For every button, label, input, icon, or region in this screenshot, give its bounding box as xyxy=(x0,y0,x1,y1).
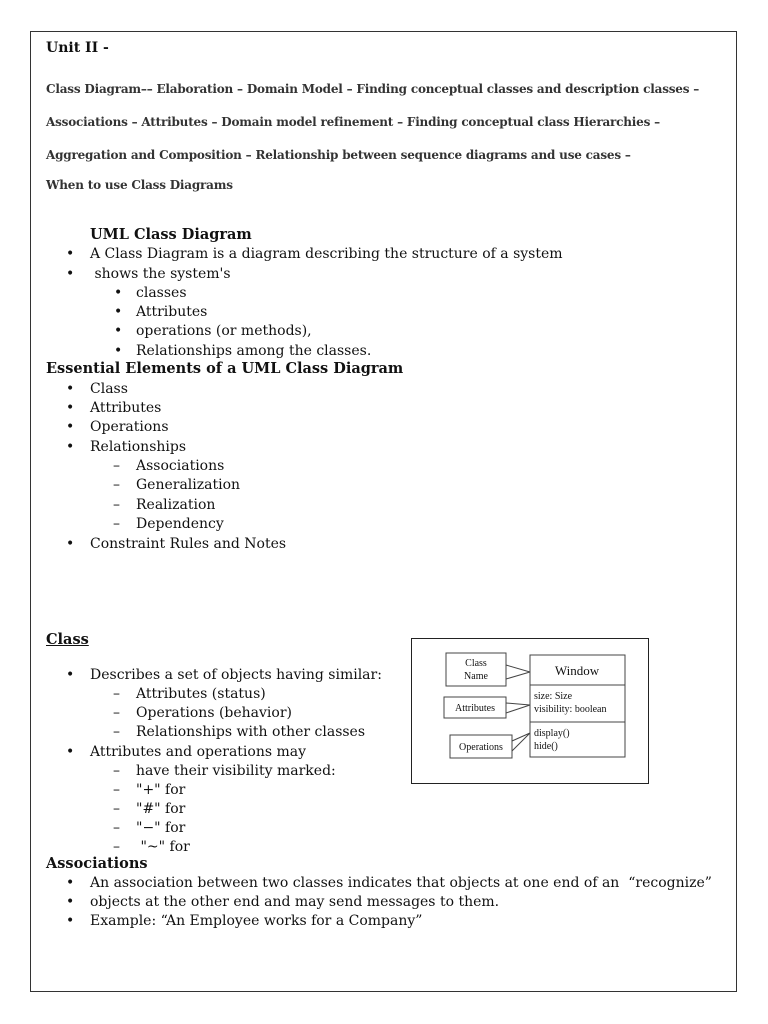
list-item: Relationships xyxy=(90,439,187,455)
list-item: "~" for xyxy=(136,839,190,855)
dash: – xyxy=(113,497,120,513)
dash: – xyxy=(113,477,120,493)
list-item: Relationships among the classes. xyxy=(136,343,372,359)
associations-heading: Associations xyxy=(46,855,148,872)
list-item: shows the system's xyxy=(90,266,231,282)
list-item: Attributes (status) xyxy=(136,686,266,702)
uml-heading: UML Class Diagram xyxy=(90,226,252,243)
callout-attributes-label: Attributes xyxy=(455,703,495,714)
callout-pointer xyxy=(506,665,530,679)
callout-operations-label: Operations xyxy=(459,742,503,753)
bullet: • xyxy=(66,246,75,262)
window-class-title: Window xyxy=(554,663,600,678)
bullet: • xyxy=(114,343,123,359)
bullet: • xyxy=(66,400,75,416)
operation-line: display() xyxy=(534,728,570,739)
class-heading: Class xyxy=(46,631,89,648)
list-item: Generalization xyxy=(136,477,241,493)
callout-class-label: Class xyxy=(465,658,487,669)
topic-line: Associations – Attributes – Domain model refinement – Finding conceptual class Hierarchies – xyxy=(46,115,660,129)
list-item: Describes a set of objects having similar: xyxy=(90,667,382,683)
list-item: Operations (behavior) xyxy=(136,705,292,721)
list-item: Operations xyxy=(90,419,169,435)
dash: – xyxy=(113,516,120,532)
bullet: • xyxy=(114,285,123,301)
bullet: • xyxy=(66,266,75,282)
attribute-line: size: Size xyxy=(534,691,573,702)
callout-pointer xyxy=(512,733,530,751)
list-item: Class xyxy=(90,381,128,397)
list-item: Constraint Rules and Notes xyxy=(90,536,287,552)
list-item: An association between two classes indicates that objects at one end of an “recognize” xyxy=(90,875,712,891)
dash: – xyxy=(113,801,120,817)
dash: – xyxy=(113,782,120,798)
bullet: • xyxy=(66,875,75,891)
essential-heading: Essential Elements of a UML Class Diagram xyxy=(46,360,404,377)
unit-title: Unit II - xyxy=(46,40,109,56)
list-item: Example: “An Employee works for a Company” xyxy=(90,913,423,929)
list-item: classes xyxy=(136,285,187,301)
list-item: A Class Diagram is a diagram describing the structure of a system xyxy=(90,246,563,262)
list-item: "#" for xyxy=(136,801,186,817)
bullet: • xyxy=(114,323,123,339)
dash: – xyxy=(113,820,120,836)
list-item: Relationships with other classes xyxy=(136,724,366,740)
bullet: • xyxy=(66,381,75,397)
list-item: Attributes xyxy=(90,400,162,416)
class-diagram-figure xyxy=(411,638,649,784)
dash: – xyxy=(113,763,120,779)
callout-name-label: Name xyxy=(464,671,488,682)
bullet: • xyxy=(66,536,75,552)
dash: – xyxy=(113,705,120,721)
bullet: • xyxy=(66,894,75,910)
bullet: • xyxy=(66,419,75,435)
list-item: Dependency xyxy=(136,516,224,532)
list-item: operations (or methods), xyxy=(136,323,312,339)
class-diagram-svg xyxy=(412,639,650,785)
list-item: objects at the other end and may send messages to them. xyxy=(90,894,500,910)
attribute-line: visibility: boolean xyxy=(534,704,607,715)
list-item: have their visibility marked: xyxy=(136,763,336,779)
operation-line: hide() xyxy=(534,741,558,752)
list-item: Associations xyxy=(136,458,225,474)
dash: – xyxy=(113,686,120,702)
dash: – xyxy=(113,458,120,474)
bullet: • xyxy=(66,744,75,760)
bullet: • xyxy=(114,304,123,320)
bullet: • xyxy=(66,913,75,929)
list-item: "−" for xyxy=(136,820,186,836)
bullet: • xyxy=(66,667,75,683)
dash: – xyxy=(113,724,120,740)
list-item: Realization xyxy=(136,497,216,513)
list-item: "+" for xyxy=(136,782,186,798)
callout-pointer xyxy=(506,703,530,713)
topic-line: When to use Class Diagrams xyxy=(46,178,233,192)
bullet: • xyxy=(66,439,75,455)
topic-line: Class Diagram–– Elaboration – Domain Model – Finding conceptual classes and description classes – xyxy=(46,82,700,96)
list-item: Attributes xyxy=(136,304,208,320)
topic-line: Aggregation and Composition – Relationship between sequence diagrams and use cases – xyxy=(46,148,631,162)
dash: – xyxy=(113,839,120,855)
list-item: Attributes and operations may xyxy=(90,744,307,760)
